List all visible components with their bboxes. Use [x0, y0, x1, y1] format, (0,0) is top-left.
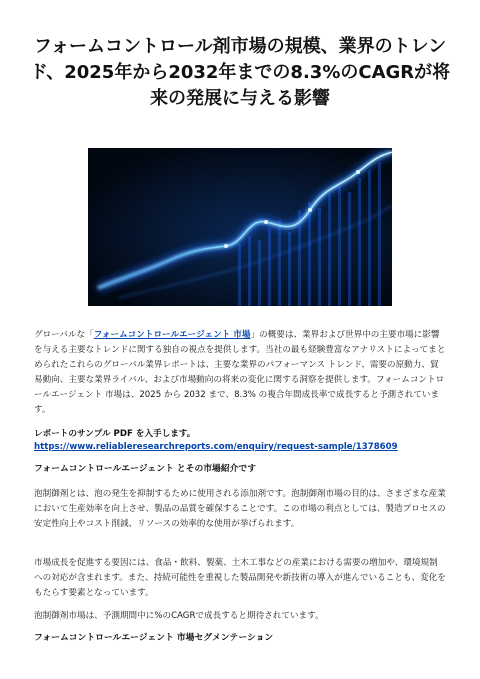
cagr-paragraph: 泡制御剤市場は、予測期間中に%のCAGRで成長すると期待されています。: [34, 611, 324, 621]
sample-url-link[interactable]: https://www.reliableresearchreports.com/enquiry/request-sample/1378609: [34, 442, 398, 452]
sample-request: [34, 428, 446, 454]
market-link[interactable]: フォームコントロールエージェント 市場: [93, 330, 251, 340]
section-heading-intro: フォームコントロールエージェント とその市場紹介です: [34, 464, 257, 474]
intro-suffix: 」の概要は、業界および世界中の主要市場に影響を与える主要なトレンドに関する独自の視点を提供します。当社の最も経験豊富なアナリストによってまとめられたこれらのグローバル業界レポートは、主要な業界のパフォーマンス トレンド、需要の原動力、貿易動向、主要な業界ライバル、および市場動向の将来の変化に関する洞察を提供します。フォームコントロールエージェント 市場は、2025 から 2032 まで、8.3% の複合年間成長率で成長すると予測されています。: [34, 330, 446, 415]
definition-paragraph: 泡制御剤とは、泡の発生を抑制するために使用される添加剤です。泡制御剤市場の目的は、さまざまな産業において生産効率を向上させ、製品の品質を確保することです。この市場の利点としては、製造プロセスの安定性向上やコスト削減、リソースの効率的な使用が挙げられます。: [34, 489, 446, 529]
page-title: フォームコントロール剤市場の規模、業界のトレンド、2025年から2032年までの8.3%のCAGRが将来の発展に与える影響: [29, 36, 451, 109]
intro-prefix: グローバルな「: [34, 330, 94, 340]
intro-paragraph: [34, 328, 446, 418]
glowing-uptrend-graph-image: [88, 148, 392, 306]
growth-factors-paragraph: 市場成長を促進する要因には、食品・飲料、製薬、土木工事などの産業における需要の増加や、環境規制への対応が含まれます。また、持続可能性を重視した製品開発や新技術の導入が進んでいることも、変化をもたらす要素となっています。: [34, 558, 446, 598]
sample-label: レポートのサンプル PDF を入手します。: [34, 429, 196, 439]
hero-image: [88, 148, 392, 306]
section-heading-segmentation: フォームコントロールエージェント 市場セグメンテーション: [34, 633, 274, 643]
